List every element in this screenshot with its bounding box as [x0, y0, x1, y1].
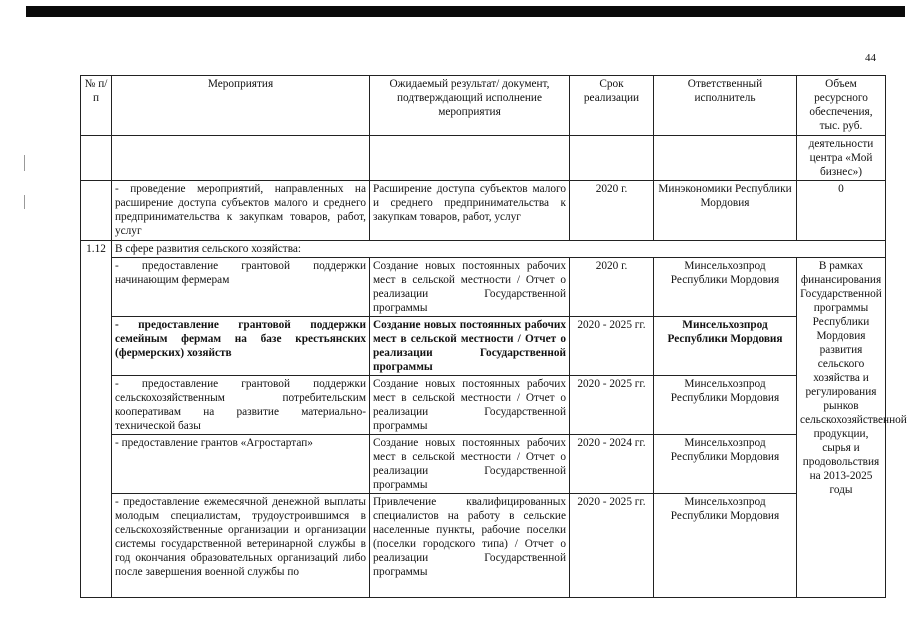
event-cell: - предоставление грантов «Агростартап»	[112, 435, 370, 494]
continuation-row	[81, 136, 886, 181]
header-num: № п/п	[81, 76, 112, 136]
section-row	[81, 241, 886, 258]
section-number: 1.12	[81, 241, 112, 598]
event-cell: - проведение мероприятий, направленных на расширение доступа субъектов малого и среднего предпринимательства к закупкам товаров, работ, услуг	[112, 181, 370, 241]
responsible-cell: Минсельхозпрод Республики Мордовия	[654, 435, 797, 494]
responsible-cell: Минсельхозпрод Республики Мордовия	[654, 317, 797, 376]
section-title: В сфере развития сельского хозяйства:	[112, 241, 886, 258]
page-number: 44	[865, 52, 876, 64]
term-cell: 2020 - 2024 гг.	[570, 435, 654, 494]
term-cell: 2020 - 2025 гг.	[570, 494, 654, 598]
header-event: Мероприятия	[112, 76, 370, 136]
continuation-volume: деятельности центра «Мой бизнес»)	[797, 136, 886, 181]
result-cell: Расширение доступа субъектов малого и среднего предпринимательства к закупкам товаров, работ, услуг	[370, 181, 570, 241]
header-row	[81, 76, 886, 136]
term-cell: 2020 г.	[570, 258, 654, 317]
term-cell: 2020 - 2025 гг.	[570, 317, 654, 376]
result-cell: Создание новых постоянных рабочих мест в сельской местности / Отчет о реализации Государственной программы	[370, 435, 570, 494]
term-cell: 2020 г.	[570, 181, 654, 241]
result-cell: Привлечение квалифицированных специалистов на работу в сельские населенные пункты, рабочие поселки (поселки городского типа) / Отчет о реализации Государственной программы	[370, 494, 570, 598]
scan-top-band	[26, 6, 905, 17]
header-volume: Объем ресурсного обеспечения, тыс. руб.	[797, 76, 886, 136]
agro-volume-cell: В рамках финансирования Государственной программы Республики Мордовия развития сельского хозяйства и регулирования рынков сельскохозяйственной продукции, сырья и продовольствия на 2013-2025 годы	[797, 258, 886, 598]
result-cell: Создание новых постоянных рабочих мест в сельской местности / Отчет о реализации Государственной программы	[370, 317, 570, 376]
result-cell: Создание новых постоянных рабочих мест в сельской местности / Отчет о реализации Государственной программы	[370, 258, 570, 317]
header-result: Ожидаемый результат/ документ, подтверждающий исполнение мероприятия	[370, 76, 570, 136]
volume-cell: 0	[797, 181, 886, 241]
header-responsible: Ответственный исполнитель	[654, 76, 797, 136]
margin-mark	[24, 195, 25, 209]
measures-table	[80, 75, 907, 598]
table-row	[81, 317, 886, 376]
table-row	[81, 181, 886, 241]
responsible-cell: Минсельхозпрод Республики Мордовия	[654, 494, 797, 598]
result-cell: Создание новых постоянных рабочих мест в сельской местности / Отчет о реализации Государственной программы	[370, 376, 570, 435]
responsible-cell: Минэкономики Республики Мордовия	[654, 181, 797, 241]
responsible-cell: Минсельхозпрод Республики Мордовия	[654, 258, 797, 317]
event-cell: - предоставление ежемесячной денежной выплаты молодым специалистам, трудоустроившимся в сельскохозяйственные организации и организации системы государственной ветеринарной службы в год окончания образовательных организаций либо после завершения военной службы по	[112, 494, 370, 598]
responsible-cell: Минсельхозпрод Республики Мордовия	[654, 376, 797, 435]
event-cell: - предоставление грантовой поддержки начинающим фермерам	[112, 258, 370, 317]
margin-mark	[24, 155, 25, 171]
event-cell: - предоставление грантовой поддержки сельскохозяйственным потребительским кооперативам на развитие материально-технической базы	[112, 376, 370, 435]
table-row	[81, 376, 886, 435]
table-row	[81, 258, 886, 317]
event-cell: - предоставление грантовой поддержки семейным фермам на базе крестьянских (фермерских) хозяйств	[112, 317, 370, 376]
term-cell: 2020 - 2025 гг.	[570, 376, 654, 435]
table-row	[81, 435, 886, 494]
header-term: Срок реализации	[570, 76, 654, 136]
table-row	[81, 494, 886, 598]
